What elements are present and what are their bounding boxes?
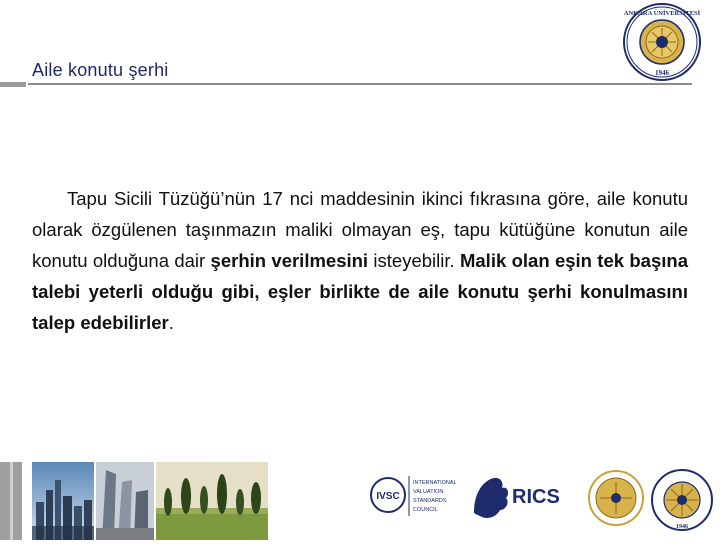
- countryside-cypress-photo: [156, 462, 268, 540]
- body-segment-4-bold: Malik olan eşin tek başına talebi yeterli olduğu gibi, eşler birlikte de aile konutu şerhi konulmasını talep edebilirler: [32, 250, 688, 333]
- rics-logo: [466, 462, 582, 540]
- seal-year: 1946: [655, 69, 669, 77]
- modern-towers-photo: [96, 462, 154, 540]
- title-underline: [28, 83, 692, 85]
- body-segment-2-bold: şerhin verilmesini: [210, 250, 369, 271]
- title-accent-bar: [0, 82, 26, 87]
- city-skyline-photo: [32, 462, 94, 540]
- ivsc-text-line-4: COUNCIL: [413, 507, 438, 513]
- rics-label: RICS: [512, 486, 560, 508]
- ivsc-logo: [366, 462, 462, 540]
- body-segment-5: .: [168, 312, 174, 333]
- gold-seal-logo: [586, 462, 646, 540]
- ivsc-text-line-1: INTERNATIONAL: [413, 480, 457, 486]
- ivsc-text-line-2: VALUATION: [413, 489, 444, 495]
- slide-title: Aile konutu şerhi: [32, 60, 169, 80]
- ankara-universitesi-footer-seal: [648, 462, 716, 540]
- ankara-universitesi-logo: [618, 2, 706, 82]
- seal-arc-text: ANKARA ÜNİVERSİTESİ: [623, 10, 701, 17]
- ivsc-text-line-3: STANDARDS: [413, 498, 447, 504]
- footer-seal-year: 1946: [676, 524, 688, 530]
- body-paragraph: [32, 183, 688, 338]
- body-segment-3: isteyebilir.: [368, 250, 460, 271]
- footer-side-bar: [0, 462, 22, 540]
- ivsc-label: IVSC: [376, 491, 400, 502]
- body-segment-1: Tapu Sicili Tüzüğü’nün 17 nci maddesinin ikinci fıkrasına göre, aile konutu olarak özgülenen taşınmazın maliki olmayan eş, tapu kütüğüne konutun aile konutu olduğuna dair: [32, 188, 688, 271]
